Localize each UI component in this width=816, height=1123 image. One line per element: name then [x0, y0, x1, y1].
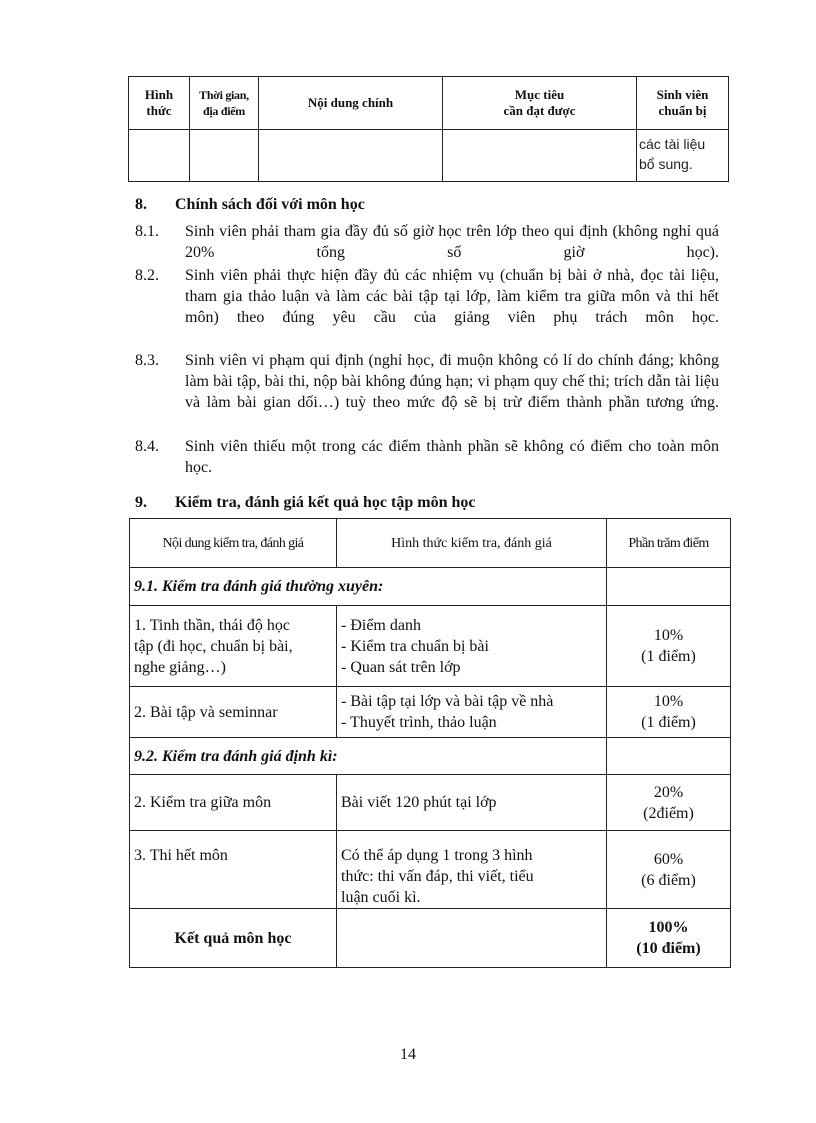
table-row [130, 831, 731, 909]
header-time-place: Thời gian, địa điểm [190, 77, 259, 130]
table-cell [443, 130, 637, 182]
assessment-content: 2. Kiểm tra giữa môn [130, 775, 337, 831]
table-row [130, 687, 731, 738]
group-row-periodic [130, 738, 731, 775]
policy-item: 8.4. Sinh viên thiếu một trong các điểm thành phần sẽ không có điểm cho toàn môn học. [135, 438, 719, 476]
group-title: 9.1. Kiểm tra đánh giá thường xuyên: [130, 568, 607, 606]
table-cell [607, 568, 731, 606]
header-student-prep: Sinh viên chuẩn bị [637, 77, 729, 130]
header-form: Hình thức [129, 77, 190, 130]
policy-item: 8.3. Sinh viên vi phạm qui định (nghỉ học, đi muộn không có lí do chính đáng; không làm bài tập, bài thi, nộp bài không đúng hạn; vi phạm quy chế thi; trích dẫn tài liệu và làm bài gian dối…) tuỳ theo mức độ sẽ bị trừ điểm thành phần tương ứng. [135, 352, 719, 411]
assessment-percent: 10% (1 điểm) [607, 687, 731, 738]
total-percent: 100% (10 điểm) [607, 909, 731, 968]
assessment-table [129, 518, 731, 968]
group-row-regular [130, 568, 731, 606]
header-percent: Phần trăm điểm [607, 519, 731, 568]
assessment-percent: 20% (2điểm) [607, 775, 731, 831]
assessment-percent: 10% (1 điểm) [607, 606, 731, 687]
assessment-content: 3. Thi hết môn [130, 831, 337, 909]
assessment-form: Bài viết 120 phút tại lớp [337, 775, 607, 831]
assessment-header-row [130, 519, 731, 568]
policy-item: 8.1. Sinh viên phải tham gia đầy đủ số giờ học trên lớp theo qui định (không nghỉ quá 20% tổng số giờ học). [135, 223, 719, 261]
header-assessment-form: Hình thức kiểm tra, đánh giá [337, 519, 607, 568]
assessment-content: 2. Bài tập và seminnar [130, 687, 337, 738]
section-9-heading: 9. Kiểm tra, đánh giá kết quả học tập môn học [135, 494, 476, 511]
table-cell [337, 909, 607, 968]
table-cell [607, 738, 731, 775]
total-row [130, 909, 731, 968]
table-cell [259, 130, 443, 182]
table-cell [190, 130, 259, 182]
header-assessment-content: Nội dung kiểm tra, đánh giá [130, 519, 337, 568]
table-header-row [129, 77, 729, 130]
section-8-heading: 8. Chính sách đối với môn học [135, 196, 365, 213]
header-main-content: Nội dung chính [259, 77, 443, 130]
assessment-form: - Điểm danh - Kiểm tra chuẩn bị bài - Quan sát trên lớp [337, 606, 607, 687]
course-plan-table [128, 76, 729, 182]
policy-item: 8.2. Sinh viên phải thực hiện đầy đủ các nhiệm vụ (chuẩn bị bài ở nhà, đọc tài liệu, tham gia thảo luận và làm các bài tập tại lớp, làm kiểm tra giữa môn và thi hết môn) theo đúng yêu cầu của giảng viên phụ trách môn học. [135, 267, 719, 326]
table-cell-student-prep: các tài liệu bổ sung. [637, 130, 729, 182]
assessment-form: Có thể áp dụng 1 trong 3 hình thức: thi vấn đáp, thi viết, tiểu luận cuối kì. [337, 831, 607, 909]
page-number: 14 [400, 1046, 416, 1063]
total-label: Kết quả môn học [130, 909, 337, 968]
assessment-content: 1. Tinh thần, thái độ học tập (đi học, chuẩn bị bài, nghe giảng…) [130, 606, 337, 687]
table-row [130, 775, 731, 831]
assessment-form: - Bài tập tại lớp và bài tập về nhà - Thuyết trình, thảo luận [337, 687, 607, 738]
group-title: 9.2. Kiểm tra đánh giá định kì: [130, 738, 607, 775]
assessment-percent: 60% (6 điểm) [607, 831, 731, 909]
header-objectives: Mục tiêu cần đạt được [443, 77, 637, 130]
table-row [130, 606, 731, 687]
table-row [129, 130, 729, 182]
table-cell [129, 130, 190, 182]
